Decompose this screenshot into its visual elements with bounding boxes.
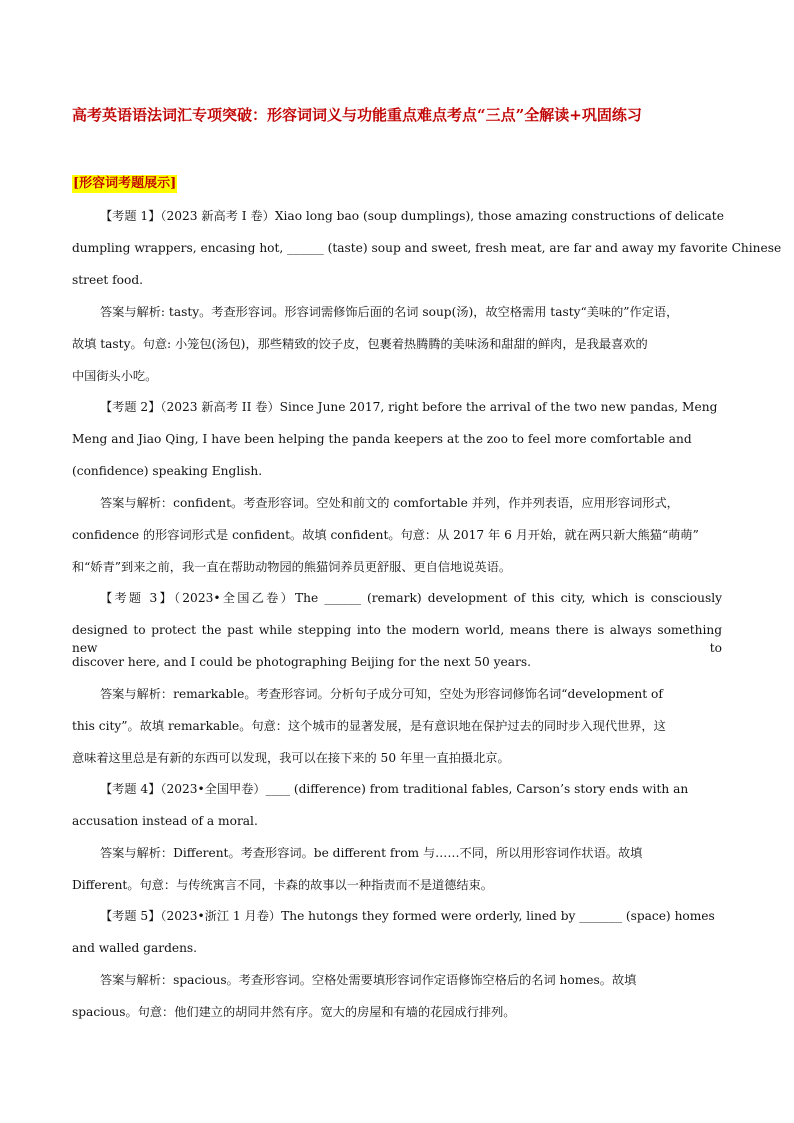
- section-label: [形容词考题展示]: [73, 176, 177, 191]
- text-line: street food.: [72, 273, 144, 287]
- text-line: and walled gardens.: [72, 941, 198, 955]
- text-line: discover here, and I could be photographing Beijing for the next 50 years.: [72, 655, 531, 669]
- text-line: 答案与解析：Different。考查形容词。be different from 与……不同，所以用形容词作状语。故填: [100, 846, 643, 860]
- text-line: 【考题 5】（2023•浙江 1 月卷）The hutongs they formed were orderly, lined by _______ (space) homes: [100, 909, 715, 923]
- text-line: 答案与解析：confident。考查形容词。空处和前文的 comfortable 并列，作并列表语，应用形容词形式，: [100, 496, 679, 510]
- text-line: confidence 的形容词形式是 confident。故填 confident。句意：从 2017 年 6 月开始，就在两只新大熊猫“萌萌”: [72, 528, 699, 542]
- text-line: 【考题 4】（2023•全国甲卷）____ (difference) from traditional fables, Carson’s story ends with an: [100, 782, 689, 796]
- text-line: accusation instead of a moral.: [72, 814, 258, 828]
- text-line: (confidence) speaking English.: [72, 464, 263, 478]
- text-line: spacious。句意：他们建立的胡同井然有序。宽大的房屋和有墙的花园成行排列。: [72, 1005, 516, 1019]
- text-line: Different。句意：与传统寓言不同，卡森的故事以一种指责而不是道德结束。: [72, 878, 493, 892]
- text-line: 【考题 2】（2023 新高考 II 卷）Since June 2017, right before the arrival of the two new pandas, Meng: [100, 400, 718, 414]
- text-line: Meng and Jiao Qing, I have been helping the panda keepers at the zoo to feel more comfortable and: [72, 432, 692, 446]
- text-line: 答案与解析：remarkable。考查形容词。分析句子成分可知，空处为形容词修饰名词“development of: [100, 687, 663, 701]
- text-line: 和“娇青”到来之前，我一直在帮助动物园的熊猫饲养员更舒服、更自信地说英语。: [72, 560, 512, 574]
- text-line: 【考题 1】（2023 新高考 I 卷）Xiao long bao (soup dumplings), those amazing constructions of delicate: [100, 209, 724, 223]
- document-title: 高考英语语法词汇专项突破：形容词词义与功能重点难点考点“三点”全解读+巩固练习: [72, 106, 642, 124]
- text-line: 故填 tasty。句意: 小笼包(汤包)，那些精致的饺子皮，包裹着热腾腾的美味汤和甜甜的鲜肉，是我最喜欢的: [72, 337, 648, 351]
- text-line: this city”。故填 remarkable。句意：这个城市的显著发展，是有意识地在保护过去的同时步入现代世界，这: [72, 719, 666, 733]
- text-line: 【考题 3】（2023•全国乙卷）The ______ (remark) development of this city, which is consciously: [100, 591, 722, 605]
- text-line: dumpling wrappers, encasing hot, ______ (taste) soup and sweet, fresh meat, are far and away my favorite Chinese: [72, 241, 782, 255]
- text-line: 中国街头小吃。: [72, 369, 158, 383]
- text-line: 答案与解析：spacious。考查形容词。空格处需要填形容词作定语修饰空格后的名词 homes。故填: [100, 973, 637, 987]
- text-line: designed to protect the past while stepping into the modern world, means there is always something new to: [72, 623, 722, 655]
- text-line: 答案与解析: tasty。考查形容词。形容词需修饰后面的名词 soup(汤)，故空格需用 tasty“美味的”作定语，: [100, 305, 679, 319]
- text-line: 意味着这里总是有新的东西可以发现，我可以在接下来的 50 年里一直拍摄北京。: [72, 751, 510, 765]
